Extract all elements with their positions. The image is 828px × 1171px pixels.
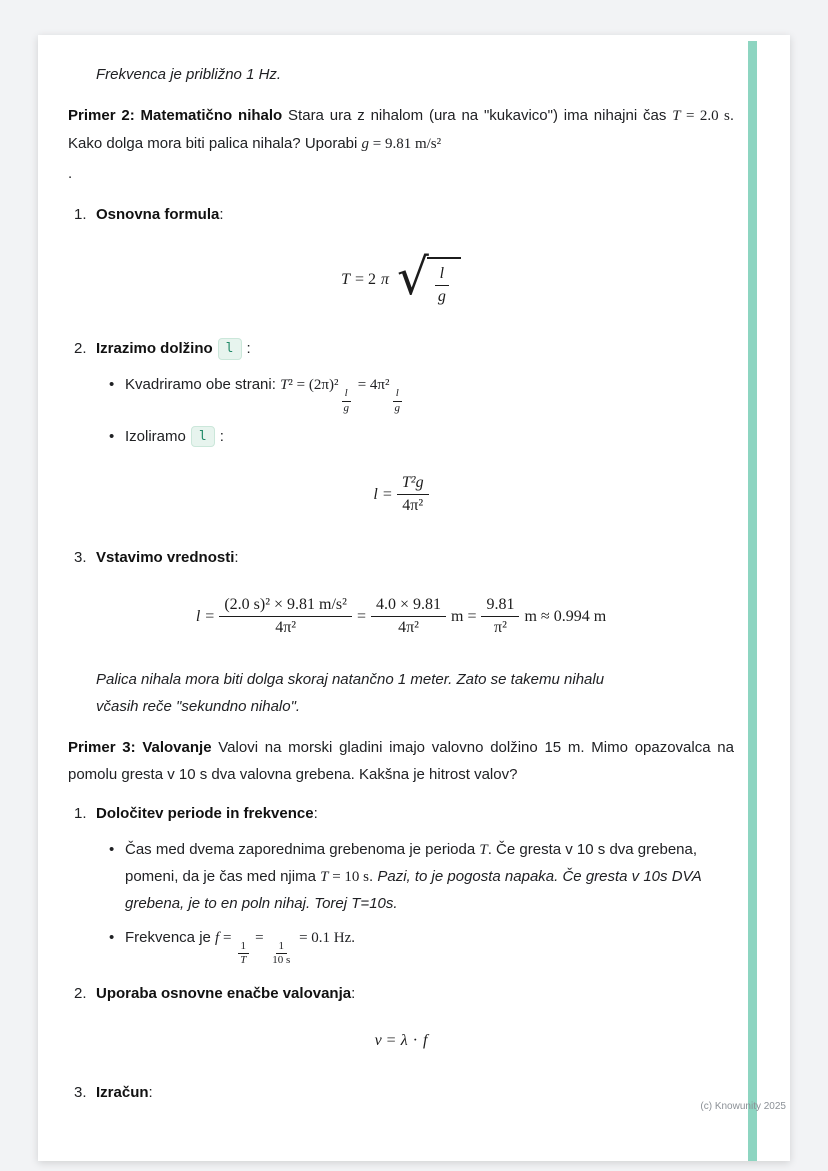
fraction-numerator: 1: [276, 940, 288, 955]
math-var-T: T: [280, 377, 289, 393]
bullet-text: Frekvenca je: [125, 928, 216, 946]
formula-wave-speed: [68, 1031, 734, 1051]
step-label-wrap: [96, 335, 251, 362]
fraction-l-over-g: [433, 264, 451, 307]
formula-length: [68, 473, 734, 516]
step-express-length: [74, 335, 734, 362]
math-equals-2: = 2: [354, 270, 377, 288]
bullet-list-derivation: [108, 372, 734, 449]
step-label-wrap: [96, 544, 239, 571]
math-pi: π: [381, 270, 390, 288]
math-equals: =: [219, 929, 236, 946]
step-label-wrap: [96, 1079, 153, 1106]
step-label: Določitev periode in frekvence: [96, 805, 314, 823]
math-var-T: T: [320, 869, 329, 886]
length-variable-badge: l: [191, 426, 215, 448]
document-content: [38, 35, 790, 1106]
fraction-denominator: g: [394, 401, 400, 414]
radical-sign-icon: √: [397, 248, 429, 306]
square-root: [397, 248, 461, 307]
example-2-text-1: Stara ura z nihalom (ura na "kukavico") ima nihajni čas: [282, 107, 673, 124]
step-label: Vstavimo vrednosti: [96, 549, 235, 567]
fraction-numerator: 4.0 × 9.81: [371, 595, 446, 617]
step-label: Uporaba osnovne enačbe valovanja: [96, 985, 352, 1003]
bullet-text: .: [369, 868, 378, 886]
step-number: 3.: [74, 1084, 87, 1102]
step-calculation: [74, 1079, 734, 1106]
fraction-denominator: T: [240, 954, 247, 967]
fraction-denominator: 4π²: [402, 497, 424, 515]
step-label-wrap: [96, 201, 224, 228]
fraction-numerator: l: [342, 387, 351, 402]
fraction-numerator: T²g: [397, 473, 429, 495]
inline-fraction-1-over-T: [237, 940, 249, 969]
step-colon: :: [351, 985, 356, 1003]
math-equals: =: [251, 929, 268, 946]
fraction-values-2: [371, 595, 446, 638]
var-T: T: [672, 108, 681, 124]
fraction-numerator: 9.81: [481, 595, 519, 617]
fraction-numerator: 1: [238, 940, 250, 955]
step-number: 1.: [74, 805, 87, 823]
step-number: 3.: [74, 549, 87, 567]
math-g-value: = 9.81 m/s²: [369, 136, 442, 152]
math-var-l: l: [373, 485, 378, 503]
formula-pendulum-period: [68, 248, 734, 307]
fraction-numerator: l: [393, 387, 402, 402]
bullet-text: Kvadriramo obe strani:: [125, 376, 281, 393]
step-colon: :: [148, 1084, 153, 1102]
math-result: = 0.1 Hz.: [295, 929, 356, 946]
step-number: 2.: [74, 985, 87, 1003]
math-var-T: T: [479, 842, 488, 859]
inline-fraction-l-over-g: [340, 387, 352, 416]
bullet-square-both-sides: [108, 372, 734, 416]
math-equals: =: [356, 607, 366, 625]
length-variable-badge: l: [218, 338, 242, 360]
step-colon: :: [234, 549, 239, 567]
inline-fraction-1-over-10s: [269, 940, 293, 969]
math-equals: =: [382, 485, 392, 503]
step-colon: :: [313, 805, 318, 823]
step-colon: :: [246, 340, 251, 357]
math-dot-operator: ·: [412, 1032, 418, 1050]
math-T-value: = 10 s: [328, 869, 369, 886]
example-3-text: Valovi na morski gladini imajo valovno dolžino 15 m. Mimo opazovalca na pomolu gresta v 10 s dva valovna grebena. Kakšna je hitrost valov?: [68, 739, 734, 784]
fraction-numerator: (2.0 s)² × 9.81 m/s²: [219, 595, 352, 617]
fraction-denominator: 4π²: [275, 619, 297, 637]
math-equals: =: [386, 1032, 396, 1050]
var-g: g: [361, 136, 370, 152]
math-var-f: f: [215, 929, 220, 946]
example-2-paragraph: [68, 102, 734, 158]
step-label: Izračun: [96, 1084, 149, 1102]
bullet-isolate: [108, 424, 734, 450]
example-2-trailing-period: .: [68, 165, 73, 182]
fraction-denominator: g: [343, 401, 349, 414]
step-period-frequency: [74, 800, 734, 827]
step-label-wrap: [96, 980, 355, 1007]
fraction-denominator: 4π²: [398, 619, 419, 637]
note-frequency: Frekvenca je približno 1 Hz.: [96, 66, 282, 83]
bullet-text: . Če gresta v 10 s dva grebena, pomeni, da je čas med njima: [125, 841, 698, 886]
step-label-wrap: [96, 800, 318, 827]
math-4pi-squared: = 4π²: [353, 377, 390, 393]
math-var-f: f: [422, 1032, 428, 1050]
fraction-denominator: 10 s: [272, 954, 291, 967]
math-var-T: T: [341, 270, 350, 288]
step-label: Osnovna formula: [96, 206, 220, 223]
fraction-values-1: [219, 595, 352, 638]
formula-length-calculation: [68, 595, 734, 638]
bullet-text: Izoliramo: [125, 427, 186, 445]
step-number: 1.: [74, 206, 87, 223]
example-2-text-2: . Kako dolga mora biti palica nihala? Uporabi: [68, 107, 734, 152]
step-number: 2.: [74, 340, 87, 357]
bullet-frequency: [108, 925, 734, 969]
math-lambda: λ: [400, 1032, 408, 1050]
fraction-denominator: g: [437, 288, 446, 305]
inline-fraction-l-over-g: [391, 387, 403, 416]
step-colon: :: [219, 206, 224, 223]
fraction-T2g-over-4pi2: [397, 473, 429, 516]
math-T-value: = 2.0 s: [680, 108, 730, 124]
example-2-title: Primer 2: Matematično nihalo: [68, 107, 283, 124]
math-squared-expansion: ² = (2π)²: [288, 377, 339, 393]
fraction-numerator: l: [435, 264, 449, 286]
step-basic-formula: [74, 201, 734, 228]
example-3-paragraph: [68, 734, 734, 788]
bullet-period-explanation: [108, 837, 734, 916]
fraction-values-3: [481, 595, 519, 638]
math-var-l: l: [195, 607, 201, 625]
bullet-list-wave: [108, 837, 734, 968]
example-3-title: Primer 3: Valovanje: [68, 739, 212, 757]
document-page: [38, 35, 790, 1161]
step-insert-values: [74, 544, 734, 571]
math-unit-equals: m =: [451, 607, 477, 625]
fraction-denominator: π²: [494, 619, 507, 637]
math-var-v: v: [374, 1032, 382, 1050]
math-result: m ≈ 0.994 m: [524, 607, 607, 625]
bullet-warning-note: Pazi, to je pogosta napaka. Če gresta v 10s DVA grebena, je to en poln nihaj. Torej T=10s.: [125, 868, 702, 912]
radicand: [427, 257, 461, 307]
bullet-colon: :: [219, 427, 224, 445]
math-equals: =: [205, 607, 215, 625]
bullet-text: Čas med dvema zaporednima grebenoma je perioda: [125, 841, 480, 859]
step-label: Izrazimo dolžino: [96, 340, 213, 357]
step-wave-equation: [74, 980, 734, 1007]
copyright-footer: (c) Knowunity 2025: [700, 1101, 786, 1112]
note-pendulum-length: Palica nihala mora biti dolga skoraj natančno 1 meter. Zato se takemu nihalu včasih reče "sekundno nihalo".: [96, 671, 605, 716]
